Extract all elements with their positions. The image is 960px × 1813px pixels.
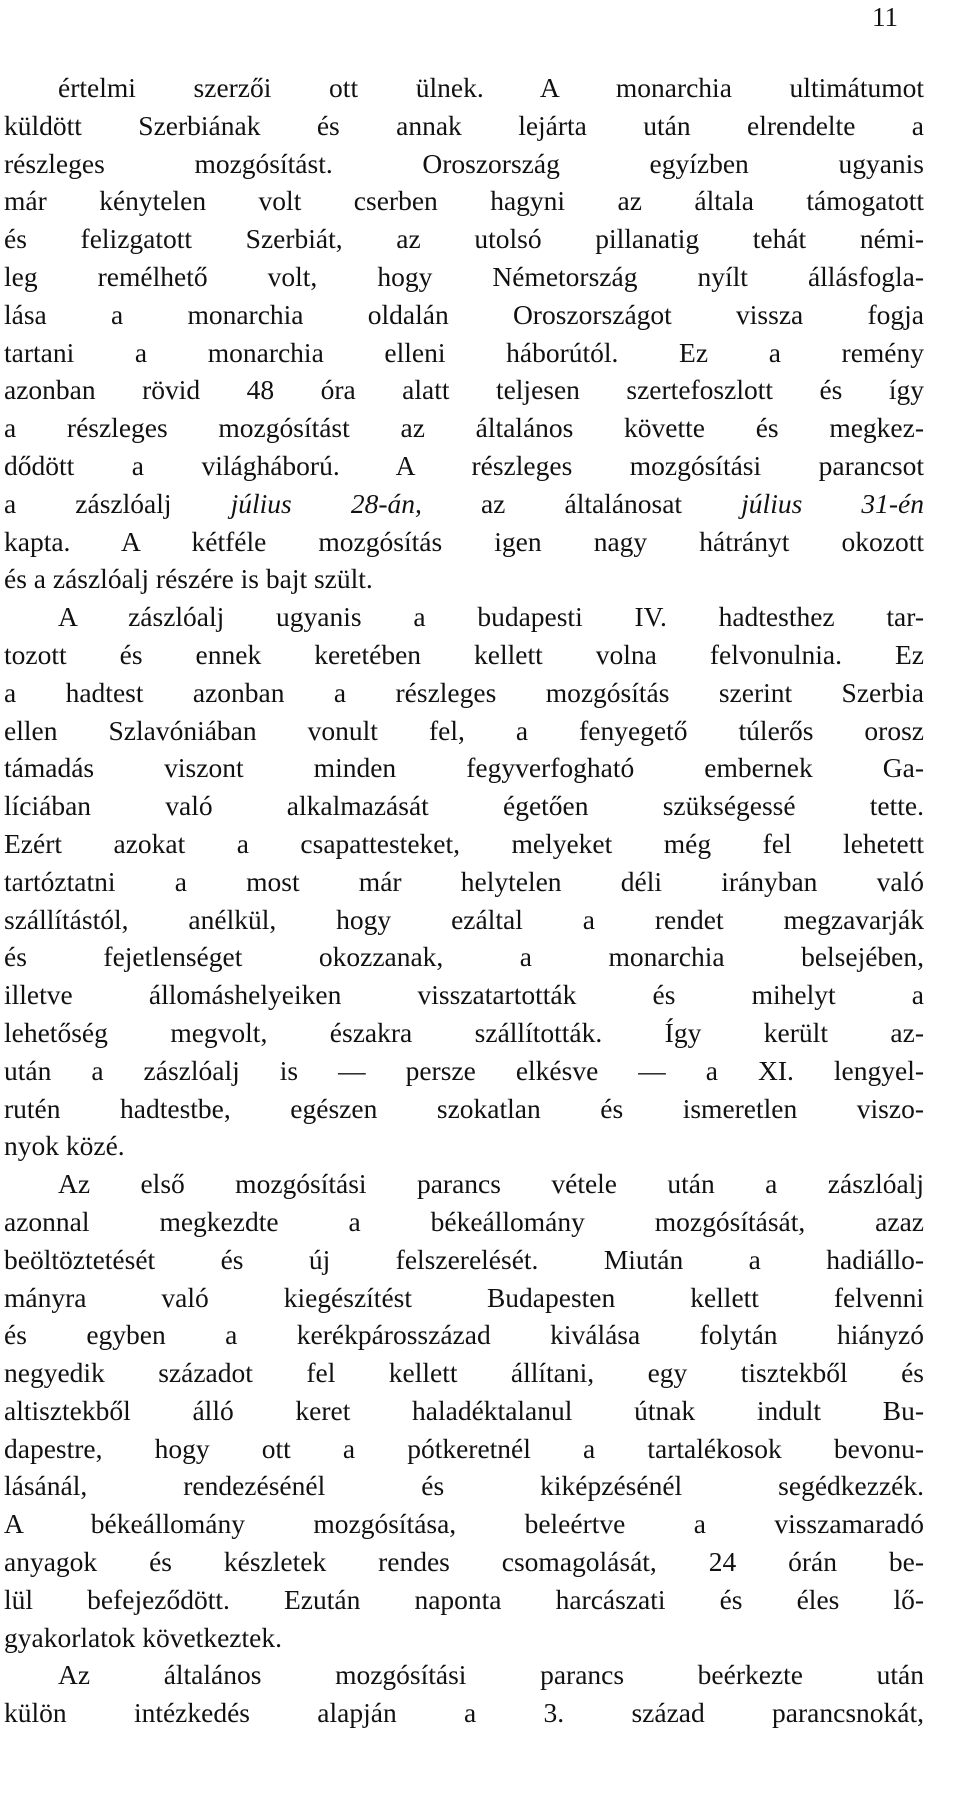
text-line: a zászlóalj július 28-án, az általánosat július 31-én	[4, 487, 924, 519]
text-line: tartani a monarchia elleni háborútól. Ez a remény	[4, 336, 924, 368]
text-line: anyagok és készletek rendes csomagolását, 24 órán be-	[4, 1546, 924, 1578]
text-line: Az első mozgósítási parancs vétele után a zászlóalj	[58, 1168, 924, 1200]
text-line: támadás viszont minden fegyverfogható embernek Ga-	[4, 752, 924, 784]
text-line: szállítástól, anélkül, hogy ezáltal a rendet megzavarják	[4, 903, 924, 935]
text-line: a részleges mozgósítást az általános követte és megkez-	[4, 412, 924, 444]
page-number-text: 11	[872, 2, 898, 32]
text-line: illetve állomáshelyeiken visszatartották és mihelyt a	[4, 979, 924, 1011]
text-line: külön intézkedés alapján a 3. század parancsnokát,	[4, 1697, 924, 1729]
text-line: tartóztatni a most már helytelen déli irányban való	[4, 865, 924, 897]
text-line: líciában való alkalmazását égetően szükségessé tette.	[4, 790, 924, 822]
text-line: A zászlóalj ugyanis a budapesti IV. hadtesthez tar-	[58, 601, 924, 633]
text-line: és felizgatott Szerbiát, az utolsó pillanatig tehát némi-	[4, 223, 924, 255]
text-line: és fejetlenséget okozzanak, a monarchia belsejében,	[4, 941, 924, 973]
text-line: leg remélhető volt, hogy Németország nyílt állásfogla-	[4, 260, 924, 292]
text-line: tozott és ennek keretében kellett volna felvonulnia. Ez	[4, 638, 924, 670]
text-line: lása a monarchia oldalán Oroszországot vissza fogja	[4, 298, 924, 330]
text-line: a hadtest azonban a részleges mozgósítás szerint Szerbia	[4, 676, 924, 708]
text-line: után a zászlóalj is — persze elkésve — a XI. lengyel-	[4, 1054, 924, 1086]
text-line: azonban rövid 48 óra alatt teljesen szertefoszlott és így	[4, 374, 924, 406]
text-line: részleges mozgósítást. Oroszország egyízben ugyanis	[4, 147, 924, 179]
text-line: dődött a világháború. A részleges mozgósítási parancsot	[4, 449, 924, 481]
text-line: rutén hadtestbe, egészen szokatlan és ismeretlen viszo-	[4, 1092, 924, 1124]
text-line: és a zászlóalj részére is bajt szült.	[4, 563, 373, 595]
text-line: lehetőség megvolt, északra szállították. Így került az-	[4, 1016, 924, 1048]
text-line: negyedik századot fel kellett állítani, egy tisztekből és	[4, 1357, 924, 1389]
text-line: dapestre, hogy ott a pótkeretnél a tartalékosok bevonu-	[4, 1432, 924, 1464]
text-line: Ezért azokat a csapattesteket, melyeket még fel lehetett	[4, 827, 924, 859]
text-line: értelmi szerzői ott ülnek. A monarchia ultimátumot	[58, 72, 924, 103]
body-text	[4, 69, 924, 1732]
text-line: mányra való kiegészítést Budapesten kellett felvenni	[4, 1281, 924, 1313]
text-line: gyakorlatok következtek.	[4, 1621, 282, 1653]
text-line: A békeállomány mozgósítása, beleértve a visszamaradó	[4, 1508, 924, 1540]
text-line: már kénytelen volt cserben hagyni az általa támogatott	[4, 185, 924, 217]
text-line: azonnal megkezdte a békeállomány mozgósítását, azaz	[4, 1205, 924, 1237]
text-line: lül befejeződött. Ezután naponta harcászati és éles lő-	[4, 1583, 924, 1615]
text-line: beöltöztetését és új felszerelését. Miután a hadiállo-	[4, 1243, 924, 1275]
text-line: küldött Szerbiának és annak lejárta után elrendelte a	[4, 109, 924, 141]
text-line: altisztekből álló keret haladéktalanul útnak indult Bu-	[4, 1394, 924, 1426]
text-line: lásánál, rendezésénél és kiképzésénél segédkezzék.	[4, 1470, 924, 1502]
text-line: ellen Szlavóniában vonult fel, a fenyegető túlerős orosz	[4, 714, 924, 746]
text-line: nyok közé.	[4, 1130, 125, 1162]
page-number	[0, 0, 960, 34]
text-line: és egyben a kerékpárosszázad kiválása folytán hiányzó	[4, 1319, 924, 1351]
text-line: Az általános mozgósítási parancs beérkezte után	[58, 1659, 924, 1691]
text-line: kapta. A kétféle mozgósítás igen nagy hátrányt okozott	[4, 525, 924, 557]
